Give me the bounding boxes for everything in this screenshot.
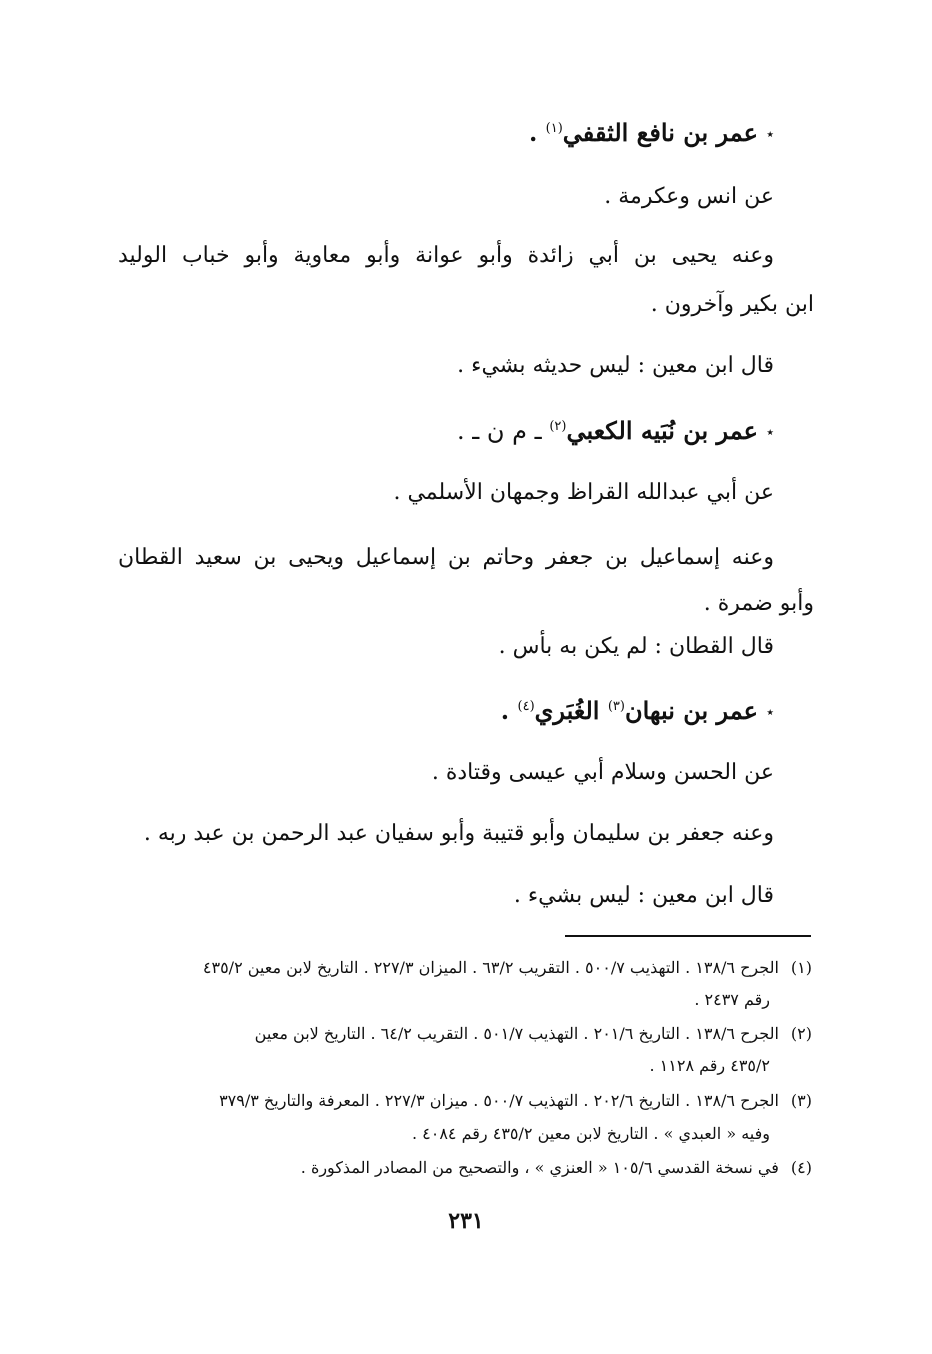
narrator-name: عمر بن نافع الثقفي bbox=[562, 118, 758, 147]
footnote-1 bbox=[203, 953, 812, 983]
footnote-mark: (٢) bbox=[549, 419, 567, 434]
students-line: وعنه يحيى بن أبي زائدة وأبو عوانة وأبو معاوية وأبو خباب الوليد bbox=[118, 243, 774, 268]
footnote-2 bbox=[255, 1019, 812, 1049]
page-number: ٢٣١ bbox=[448, 1208, 484, 1234]
narrator-name: عمر بن نبهان bbox=[624, 696, 758, 725]
footnote-number: (٤) bbox=[790, 1158, 812, 1177]
footnote-mark: (٤) bbox=[517, 699, 535, 714]
narrator-name: عمر بن نُبَيه الكعبي bbox=[566, 416, 758, 445]
footnote-number: (٣) bbox=[790, 1091, 812, 1110]
footnote-divider bbox=[565, 935, 811, 937]
bullet-icon: ٭ bbox=[766, 126, 774, 143]
heading-suffix: . bbox=[500, 696, 518, 725]
heading-suffix: ـ م ن ـ . bbox=[456, 417, 550, 445]
bullet-icon: ٭ bbox=[766, 424, 774, 441]
students-line-continued: وأبو ضمرة . bbox=[703, 591, 814, 616]
footnote-text: الجرح ١٣٨/٦ . التهذيب ٥٠٠/٧ . التقريب ٦٣/٢ . الميزان ٢٢٧/٣ . التاريخ لابن معين ٤٣٥/٢ bbox=[202, 958, 779, 977]
narrator-nisba: الغُبَري bbox=[534, 696, 600, 725]
teachers-line: عن أبي عبدالله القراظ وجمهان الأسلمي . bbox=[393, 480, 774, 505]
students-line-continued: ابن بكير وآخرون . bbox=[650, 292, 814, 317]
entry-heading bbox=[457, 414, 774, 450]
footnote-mark: (٣) bbox=[607, 699, 625, 714]
bullet-icon: ٭ bbox=[766, 704, 774, 721]
footnote-text: الجرح ١٣٨/٦ . التاريخ ٢٠١/٦ . التهذيب ٥٠١/٧ . التقريب ٦٤/٢ . التاريخ لابن معين bbox=[254, 1024, 779, 1043]
footnote-4 bbox=[301, 1153, 812, 1183]
students-line: وعنه جعفر بن سليمان وأبو قتيبة وأبو سفيان عبد الرحمن بن عبد ربه . bbox=[143, 821, 774, 846]
footnote-number: (١) bbox=[790, 958, 812, 977]
footnote-3-continued: وفيه « العبدي » . التاريخ لابن معين ٤٣٥/٢ رقم ٤٠٨٤ . bbox=[411, 1124, 770, 1143]
students-line: وعنه إسماعيل بن جعفر وحاتم بن إسماعيل ويحيى بن سعيد القطان bbox=[118, 545, 774, 570]
heading-suffix: . bbox=[528, 118, 546, 147]
teachers-line: عن الحسن وسلام أبي عيسى وقتادة . bbox=[431, 760, 774, 785]
verdict-line: قال ابن معين : ليس حديثه بشيء . bbox=[457, 353, 774, 378]
footnote-text: في نسخة القدسي ١٠٥/٦ « العنزي » ، والتصحيح من المصادر المذكورة . bbox=[300, 1158, 779, 1177]
teachers-line: عن انس وعكرمة . bbox=[604, 184, 774, 209]
footnote-mark: (١) bbox=[545, 121, 563, 136]
footnote-2-continued: ٤٣٥/٢ رقم ١١٢٨ . bbox=[649, 1056, 770, 1075]
footnote-3 bbox=[219, 1086, 812, 1116]
entry-heading bbox=[529, 116, 774, 152]
entry-heading bbox=[501, 694, 774, 730]
footnote-number: (٢) bbox=[790, 1024, 812, 1043]
footnote-text: الجرح ١٣٨/٦ . التاريخ ٢٠٢/٦ . التهذيب ٥٠٠/٧ . ميزان ٢٢٧/٣ . المعرفة والتاريخ ٣٧٩/٣ bbox=[219, 1091, 779, 1110]
verdict-line: قال ابن معين : ليس بشيء . bbox=[513, 883, 774, 908]
verdict-line: قال القطان : لم يكن به بأس . bbox=[498, 634, 774, 659]
footnote-1-continued: رقم ٢٤٣٧ . bbox=[694, 990, 770, 1009]
